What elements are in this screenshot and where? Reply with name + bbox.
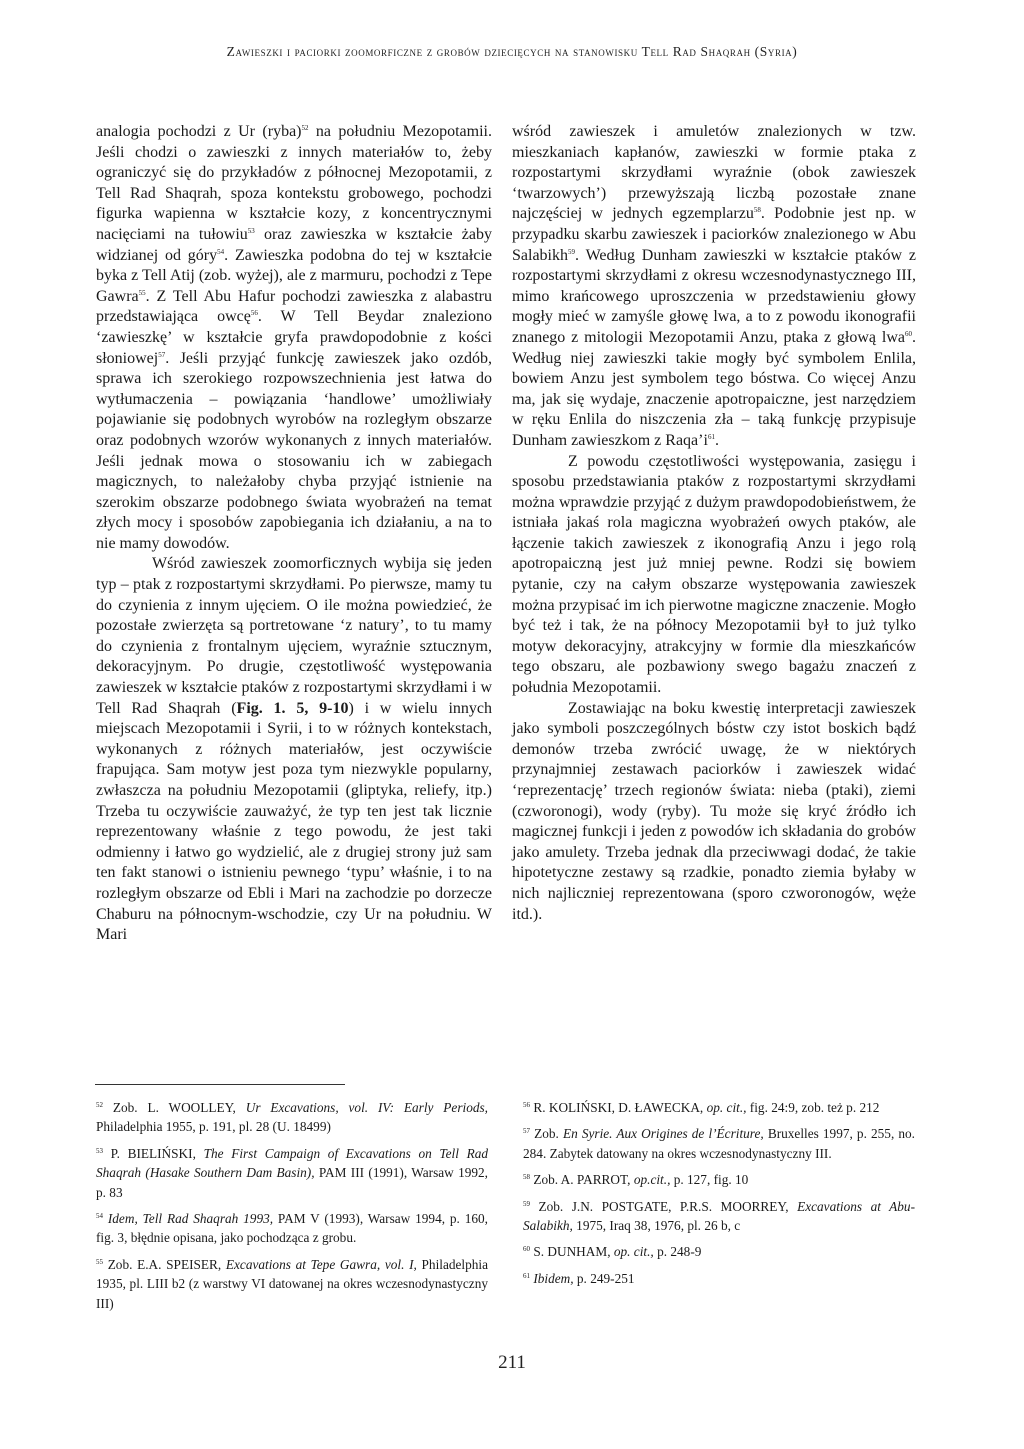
text-run: Philadelphia 1955, p. 191, pl. 28 (U. 18499) [96, 1119, 331, 1135]
footnote [96, 1209, 488, 1248]
footnote-number: 61 [523, 1271, 530, 1280]
text-run: p. 249-251 [573, 1270, 635, 1286]
footnote-number: 57 [523, 1127, 530, 1136]
figure-reference[interactable]: Fig. 1. 5, 9-10 [236, 699, 349, 717]
italic-title: Excavations at Tepe Gawra, vol. I, [225, 1256, 417, 1272]
italic-title: The First Campaign of Excavations on Tell Rad Shaqrah (Hasake Southern Dam Basin), [96, 1145, 488, 1181]
footnote-ref[interactable]: 57 [158, 350, 166, 359]
footnote-ref[interactable]: 53 [247, 226, 255, 235]
text-run: Zob. [534, 1126, 563, 1142]
text-run: . W Tell Beydar znaleziono ‘zawieszkę’ w kształcie gryfa prawdopodobnie z kości słoniowej [96, 308, 492, 367]
footnote-number: 60 [523, 1245, 530, 1254]
text-run: fig. 24:9, zob. też p. 212 [746, 1100, 880, 1115]
paragraph: Z powodu częstotliwości występowania, zasięgu i sposobu przedstawiania ptaków z rozpostartymi skrzydłami można wprawdzie przyjąć z dużym prawdopodobieństwem, że istniała jakaś rola magiczna wyobrażeń owych ptaków, ale łączenie takich zawieszek z ikonografią Anzu i jego rolą apotropaiczną jest już mniej pewne. Rodzi się bowiem pytanie, czy na całym obszarze występowania zawieszek można przypisać im ich pierwotne magiczne znaczenie. Mogło być też i tak, że na północy Mezopotamii był to już tylko motyw dekoracyjny, atrakcyjny w formie dla mieszkańców tego obszaru, ale pozbawiony swego bagażu znaczeń z południa Mezopotamii. [512, 452, 916, 697]
footnote [523, 1269, 915, 1288]
text-run: . Podobnie jest np. w przypadku skarbu zawieszek i paciorków znalezionego w Abu Salabikh [512, 205, 917, 264]
text-run: na południu Mezopotamii. Jeśli chodzi o zawieszki z innych materiałów to, żeby ograniczyć się do przykładów z północnej Mezopotamii, z Tell Rad Shaqrah, spoza kontekstu grobowego, pochodzi figurka wapienna w kształcie kozy, z koncentrycznymi nacięciami na tułowiu [96, 123, 492, 243]
text-run: wśród zawieszek i amuletów znalezionych w tzw. mieszkaniach kapłanów, zawieszki w formie ptaka z rozpostartymi skrzydłami wyraźnie (obok zawieszek ‘twarzowych’) przewyższają liczbą pozostałe znane najczęściej w jednych egzemplarzu [512, 123, 916, 223]
footnote-ref[interactable]: 56 [250, 309, 258, 318]
text-run: Zob. E.A. SPEISER, [107, 1256, 226, 1272]
footnote-number: 53 [96, 1146, 103, 1155]
text-run: . Z Tell Abu Hafur pochodzi zawieszka z alabastru przedstawiająca owcę [96, 287, 492, 326]
footnote [96, 1098, 488, 1137]
text-run: 1975, Iraq 38, 1976, pl. 26 b, c [572, 1218, 741, 1234]
italic-title: Excavations at Abu-Salabikh, [523, 1198, 915, 1234]
footnote-ref[interactable]: 59 [568, 247, 575, 256]
italic-title: Idem, Tell Rad Shaqrah 1993, [107, 1211, 274, 1227]
paragraph [96, 554, 492, 945]
italic-title: Ur Excavations, vol. IV: Early Periods, [245, 1100, 488, 1115]
paragraph [512, 122, 916, 452]
footnote-ref[interactable]: 58 [753, 206, 761, 215]
footnote [523, 1197, 915, 1236]
text-run: Philadelphia 1935, pl. LIII b2 (z warstwy VI datowanej na okres wczesnodynastyczny III) [96, 1256, 489, 1311]
footnotes-left [96, 1098, 488, 1320]
footnote-number: 58 [523, 1173, 530, 1182]
text-run: R. KOLIŃSKI, D. ŁAWECKA, [533, 1100, 707, 1115]
italic-title: op. cit., [706, 1100, 747, 1115]
italic-title: Ibidem, [533, 1270, 574, 1286]
footnote-number: 56 [523, 1101, 530, 1109]
text-run: PAM V (1993), Warsaw 1994, p. 160, fig. 3, błędnie opisana, jako pochodząca z grobu. [96, 1211, 488, 1246]
italic-title: En Syrie. Aux Origines de l’Écriture, [562, 1126, 764, 1142]
footnote-number: 55 [96, 1257, 103, 1266]
text-run: oraz zawieszka w kształcie żaby widzianej od góry [96, 225, 493, 264]
footnote-ref[interactable]: 52 [301, 124, 309, 132]
text-run: ) i w wielu innych miejscach Mezopotamii i Syrii, i to w różnych kontekstach, wykonanych z różnych materiałów, jest oczywiście frapująca. Sam motyw jest poza tym niezwykle popularny, zwłaszcza na południu Mezopotamii (gliptyka, reliefy, itp.) Trzeba tu oczywiście zauważyć, że typ ten jest tak licznie reprezentowany właśnie z tego powodu, że jest taki odmienny i łatwo go wydzielić, ale z drugiej strony już sam ten fakt stanowi o istnieniu pewnego ‘typu’ właśnie, i to na rozległym obszarze od Ebli i Mari na zachodzie po dorzecze Chaburu na północnym-wschodzie, czy Ur na południu. W Mari [96, 699, 493, 944]
footnote-divider [95, 1084, 345, 1085]
footnote [96, 1144, 488, 1202]
text-run: S. DUNHAM, [533, 1244, 614, 1260]
footnote-ref[interactable]: 54 [217, 247, 225, 256]
italic-title: op.cit., [633, 1172, 671, 1188]
text-run: . Według niej zawieszki takie mogły być symbolem Enlila, bowiem Anzu jest symbolem tego bóstwa. Co więcej Anzu ma, jak się wydaje, znaczenie apotropaiczne, jest narzędziem w ręku Enlila do niszczenia zła – taką funkcję przypisuje Dunham zawieszkom z Raqa’i [512, 328, 916, 449]
text-run: analogia pochodzi z Ur (ryba) [96, 123, 302, 140]
text-run: . [714, 431, 719, 449]
footnote-ref[interactable]: 60 [905, 329, 912, 338]
paragraph: Zostawiając na boku kwestię interpretacji zawieszek jako symboli poszczególnych bóstw czy istot boskich bądź demonów trzeba zwrócić uwagę, że w niektórych przynajmniej zestawach paciorków i zawieszek widać ‘reprezentację’ trzech regionów świata: nieba (ptaki), ziemi (czworonogi), wody (ryby). Tu może się kryć źródło ich magicznej funkcji i jeden z powodów ich składania do grobów jako amulety. Trzeba jednak dla przeciwwagi dodać, że takie hipotetyczne zestawy są rzadkie, ponadto ziemia byłaby w nich najliczniej reprezentowana (sporo czworonogów, węże itd.). [512, 699, 916, 923]
text-run: Bruxelles 1997, p. 255, no. 284. Zabytek datowany na okres wczesnodynastyczny III. [523, 1126, 915, 1161]
body-column-right [512, 122, 916, 925]
footnote [523, 1098, 915, 1117]
text-run: PAM III (1991), Warsaw 1992, p. 83 [96, 1165, 488, 1200]
italic-title: op. cit., [613, 1244, 654, 1260]
page-number: 211 [498, 1352, 526, 1373]
text-run: . Według Dunham zawieszki w kształcie ptaków z rozpostartymi skrzydłami z okresu wczesnodynastycznego III, mimo krańcowego uproszczenia w przedstawieniu głowy mogły mieć w zamyśle głowę lwa, a to z powodu ikonografii znanego z mitologii Mezopotamii Anzu, ptaka z głową lwa [512, 246, 916, 346]
body-column-left [96, 122, 492, 946]
text-run: . Zawieszka podobna do tej w kształcie byka z Tell Atij (zob. wyżej), ale z marmuru, pochodzi z Tepe Gawra [96, 246, 492, 305]
text-run: P. BIELIŃSKI, [110, 1145, 204, 1161]
footnote-ref[interactable]: 61 [707, 432, 715, 441]
footnote [96, 1255, 488, 1313]
text-run: Zob. L. WOOLLEY, [112, 1100, 246, 1115]
footnotes-right [523, 1098, 915, 1295]
text-run: p. 127, fig. 10 [670, 1172, 749, 1188]
paragraph [96, 122, 492, 554]
text-run: . Jeśli przyjąć funkcję zawieszek jako ozdób, sprawa ich szerokiego rozpowszechnienia jest łatwa do wytłumaczenia – powiązania ‘handlowe’ umożliwiały pojawianie się podobnych wyrobów na rozległym obszarze oraz podobnych wzorów wykonanych z innych materiałów. Jeśli jednak mowa o stosowaniu ich w zabiegach magicznych, to należałoby chyba przyjąć istnienie na szerokim obszarze podobnego świata wyobrażeń na temat złych mocy i sposobów zapobiegania ich działaniu, a na to nie mamy dowodów. [96, 349, 492, 552]
footnote [523, 1170, 915, 1189]
footnote [523, 1124, 915, 1163]
footnote-number: 52 [96, 1101, 103, 1109]
footnote-number: 59 [523, 1199, 530, 1208]
text-run: p. 248-9 [653, 1244, 702, 1260]
text-run: Zob. A. PARROT, [533, 1172, 634, 1188]
footnote [523, 1242, 915, 1261]
text-run: Wśród zawieszek zoomorficznych wybija się jeden typ – ptak z rozpostartymi skrzydłami. Po pierwsze, mamy tu do czynienia z innym ujęciem. O ile można powiedzieć, że pozostałe zwierzęta są portretowane ‘z natury’, to tu mamy do czynienia z frontalnym ujęciem, wyraźnie sztucznym, dekoracyjnym. Po drugie, częstotliwość występowania zawieszek w kształcie ptaków z rozpostartymi skrzydłami i w Tell Rad Shaqrah ( [96, 555, 492, 717]
text-run: Zob. J.N. POSTGATE, P.R.S. MOORREY, [538, 1198, 798, 1214]
running-head: Zawieszki i paciorki zoomorficzne z grobów dziecięcych na stanowisku Tell Rad Shaqrah (Syria) [226, 44, 798, 59]
footnote-number: 54 [96, 1212, 103, 1221]
footnote-ref[interactable]: 55 [138, 288, 146, 297]
